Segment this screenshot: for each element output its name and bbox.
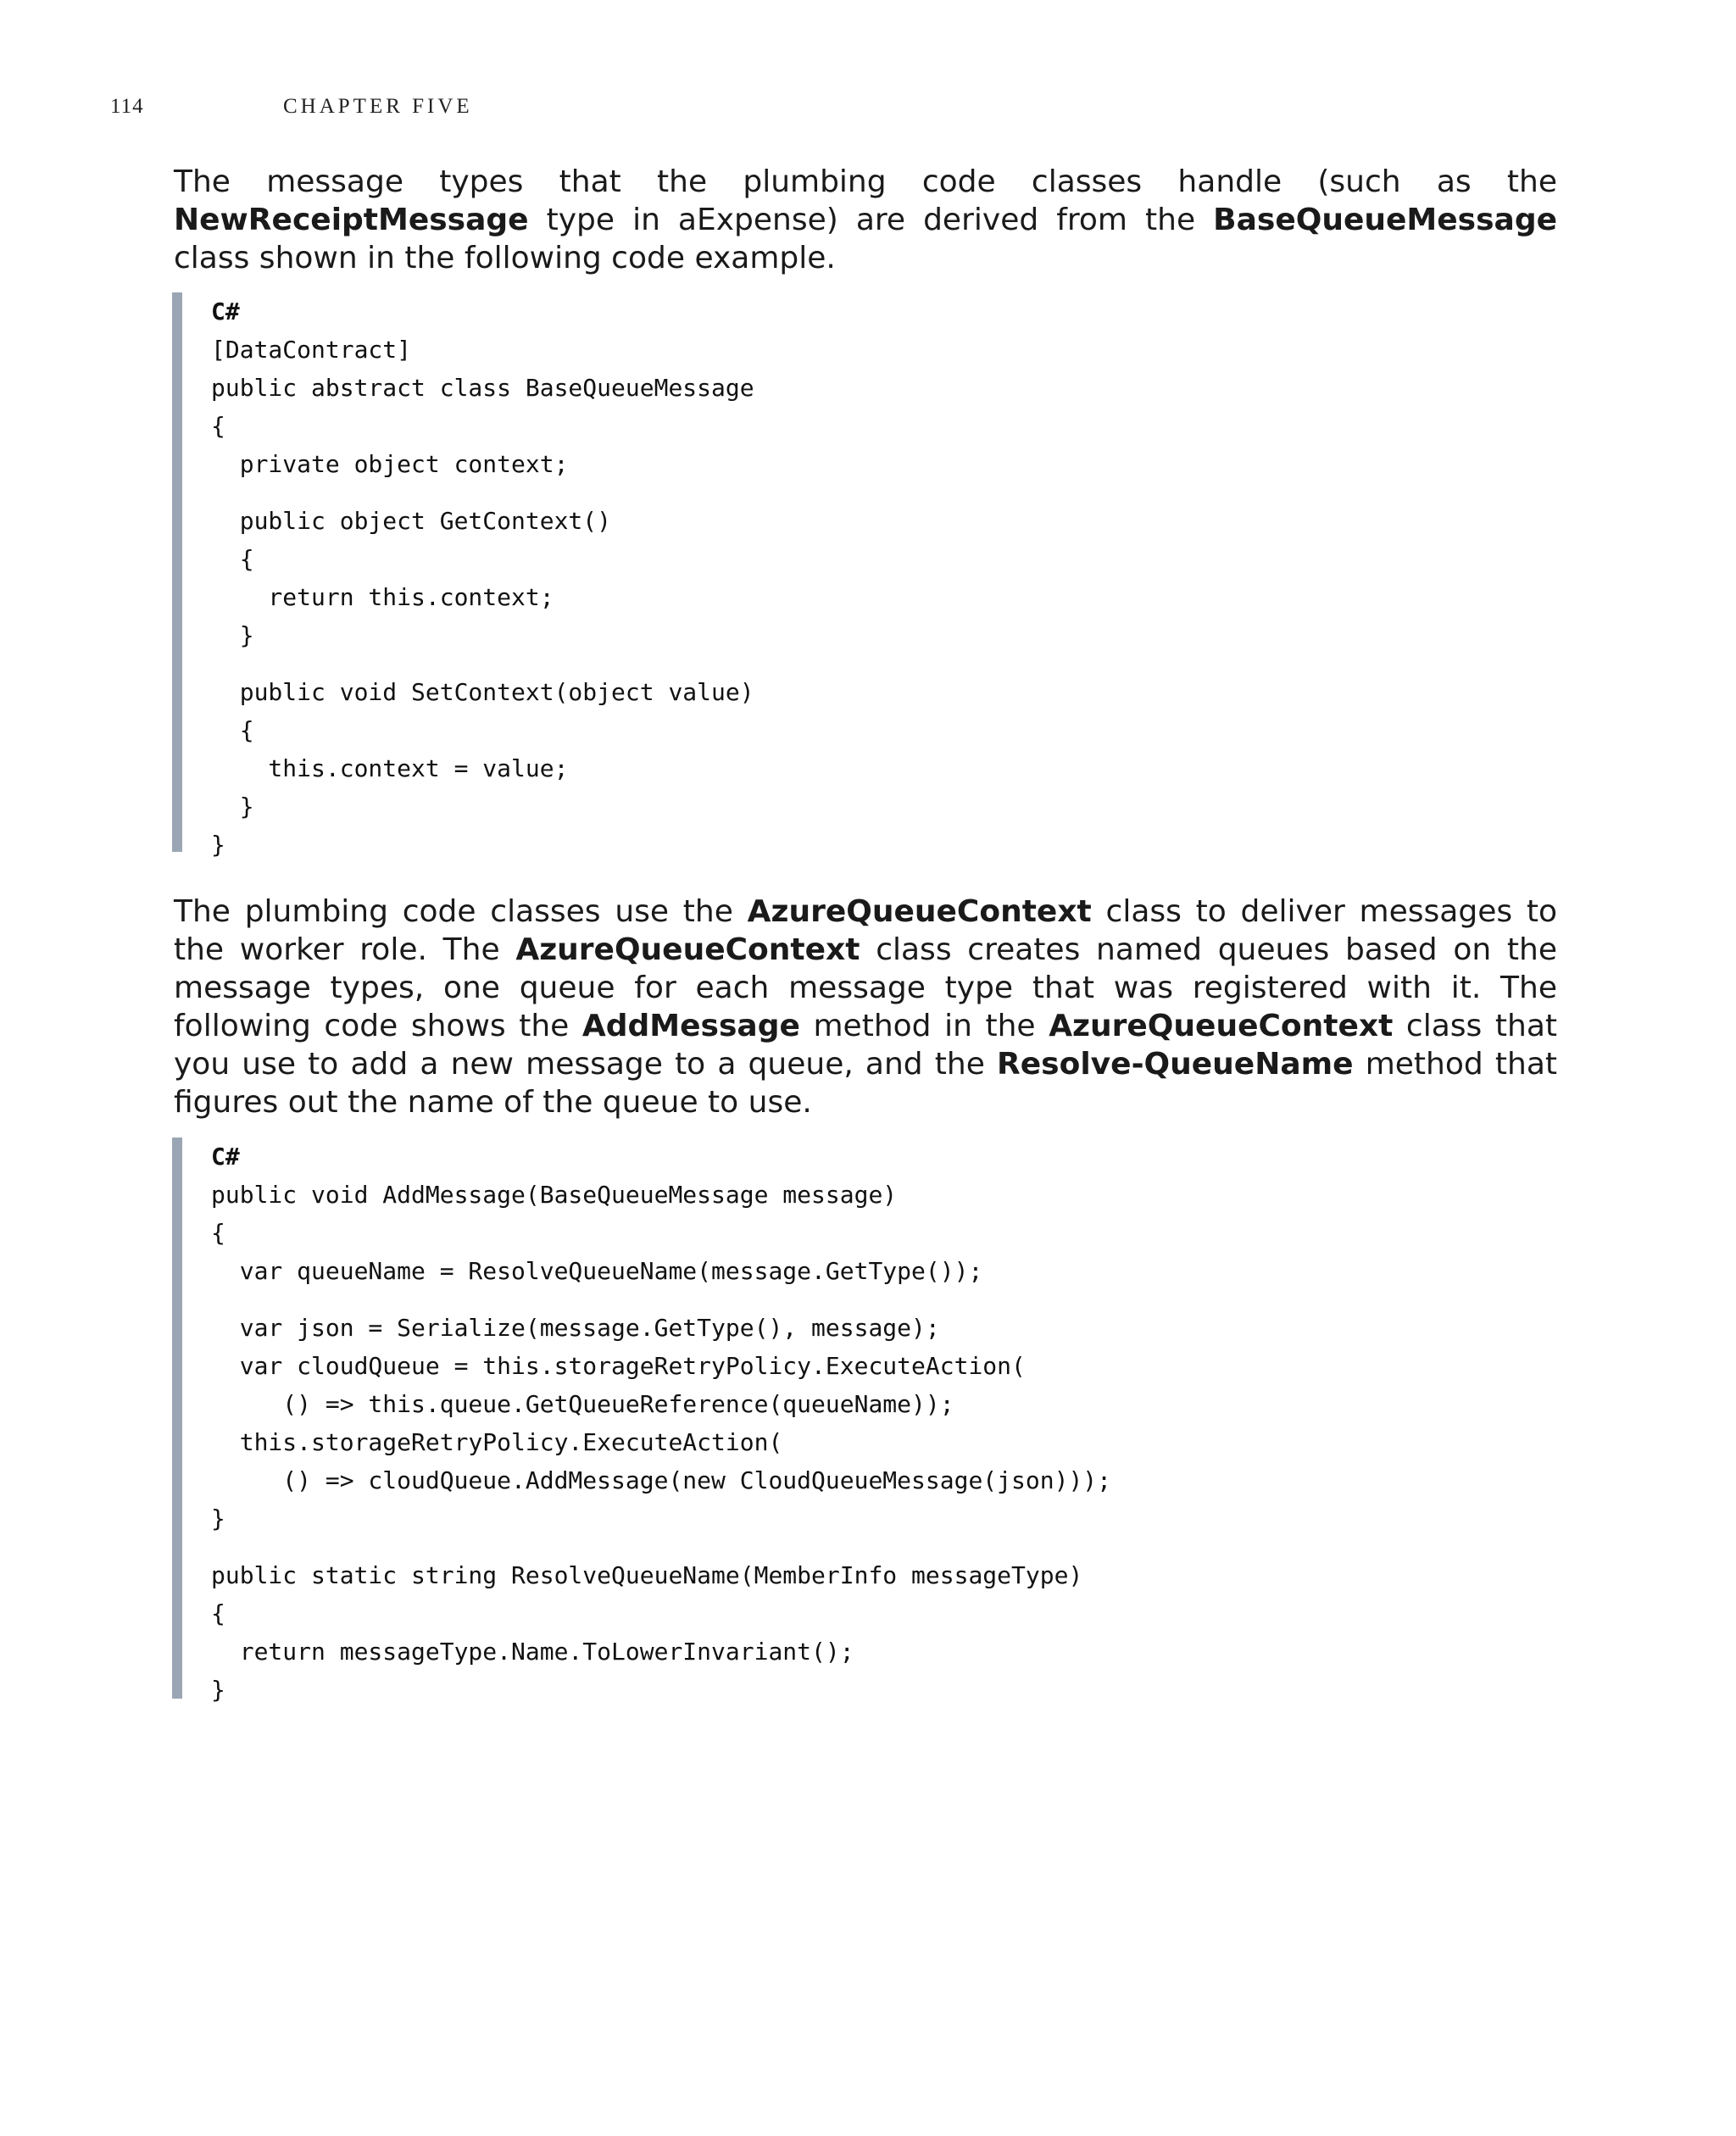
body-paragraph-1 bbox=[174, 163, 1557, 277]
text-run: class creates named queues based on the message types, one queue for each message type that was registered with it. The following code shows the bbox=[174, 932, 1557, 1043]
code-line: this.storageRetryPolicy.ExecuteAction( bbox=[211, 1428, 783, 1456]
bold-term-resolve-queue-name: Resolve-QueueName bbox=[997, 1047, 1354, 1082]
code-line: () => this.queue.GetQueueReference(queueName)); bbox=[211, 1390, 954, 1418]
code-language-label: C# bbox=[211, 1143, 240, 1171]
code-line: } bbox=[211, 621, 254, 649]
text-run: class shown in the following code example. bbox=[174, 241, 836, 275]
code-line: { bbox=[211, 1219, 225, 1247]
code-line: public void SetContext(object value) bbox=[211, 678, 754, 706]
code-line: var queueName = ResolveQueueName(message.GetType()); bbox=[211, 1257, 983, 1285]
text-run: The message types that the plumbing code classes handle (such as the bbox=[174, 164, 1557, 199]
code-line: public void AddMessage(BaseQueueMessage message) bbox=[211, 1181, 898, 1209]
text-run: method in the bbox=[799, 1009, 1049, 1043]
code-line: () => cloudQueue.AddMessage(new CloudQueueMessage(json))); bbox=[211, 1466, 1112, 1494]
code-line: } bbox=[211, 793, 254, 820]
body-paragraph-2 bbox=[174, 893, 1557, 1121]
code-line: return messageType.Name.ToLowerInvariant(); bbox=[211, 1638, 854, 1666]
text-run: The plumbing code classes use the bbox=[174, 894, 748, 929]
code-block-add-message bbox=[172, 1138, 1444, 1704]
code-line: public static string ResolveQueueName(MemberInfo messageType) bbox=[211, 1561, 1083, 1589]
code-line: var cloudQueue = this.storageRetryPolicy.ExecuteAction( bbox=[211, 1352, 1026, 1380]
code-line: private object context; bbox=[211, 450, 569, 478]
code-line: { bbox=[211, 545, 254, 573]
bold-term-azure-queue-context: AzureQueueContext bbox=[515, 932, 860, 967]
code-line: var json = Serialize(message.GetType(), message); bbox=[211, 1314, 940, 1342]
code-line: } bbox=[211, 831, 225, 859]
code-line: { bbox=[211, 716, 254, 744]
code-line: public object GetContext() bbox=[211, 507, 612, 535]
text-run: class to deliver messages to the worker role. The bbox=[174, 894, 1557, 967]
bold-term-add-message: AddMessage bbox=[581, 1009, 800, 1043]
bold-term-base-queue-message: BaseQueueMessage bbox=[1213, 203, 1557, 237]
code-line: { bbox=[211, 1599, 225, 1627]
code-language-label: C# bbox=[211, 298, 240, 325]
text-run: type in aExpense) are derived from the bbox=[528, 203, 1214, 237]
code-line: this.context = value; bbox=[211, 754, 569, 782]
code-line: } bbox=[211, 1676, 225, 1704]
page-number: 114 bbox=[110, 95, 144, 118]
code-line: } bbox=[211, 1505, 225, 1532]
code-line: public abstract class BaseQueueMessage bbox=[211, 374, 754, 402]
bold-term-new-receipt-message: NewReceiptMessage bbox=[174, 203, 529, 237]
text-run: class that you use to add a new message to a queue, and the bbox=[174, 1009, 1557, 1082]
text-run: method that figures out the name of the queue to use. bbox=[174, 1047, 1557, 1120]
code-line: [DataContract] bbox=[211, 336, 412, 364]
code-block-base-queue-message bbox=[172, 292, 1444, 859]
bold-term-azure-queue-context: AzureQueueContext bbox=[1049, 1009, 1394, 1043]
chapter-title: CHAPTER FIVE bbox=[283, 95, 473, 118]
bold-term-azure-queue-context: AzureQueueContext bbox=[747, 894, 1092, 929]
code-line: { bbox=[211, 412, 225, 440]
code-line: return this.context; bbox=[211, 583, 554, 611]
